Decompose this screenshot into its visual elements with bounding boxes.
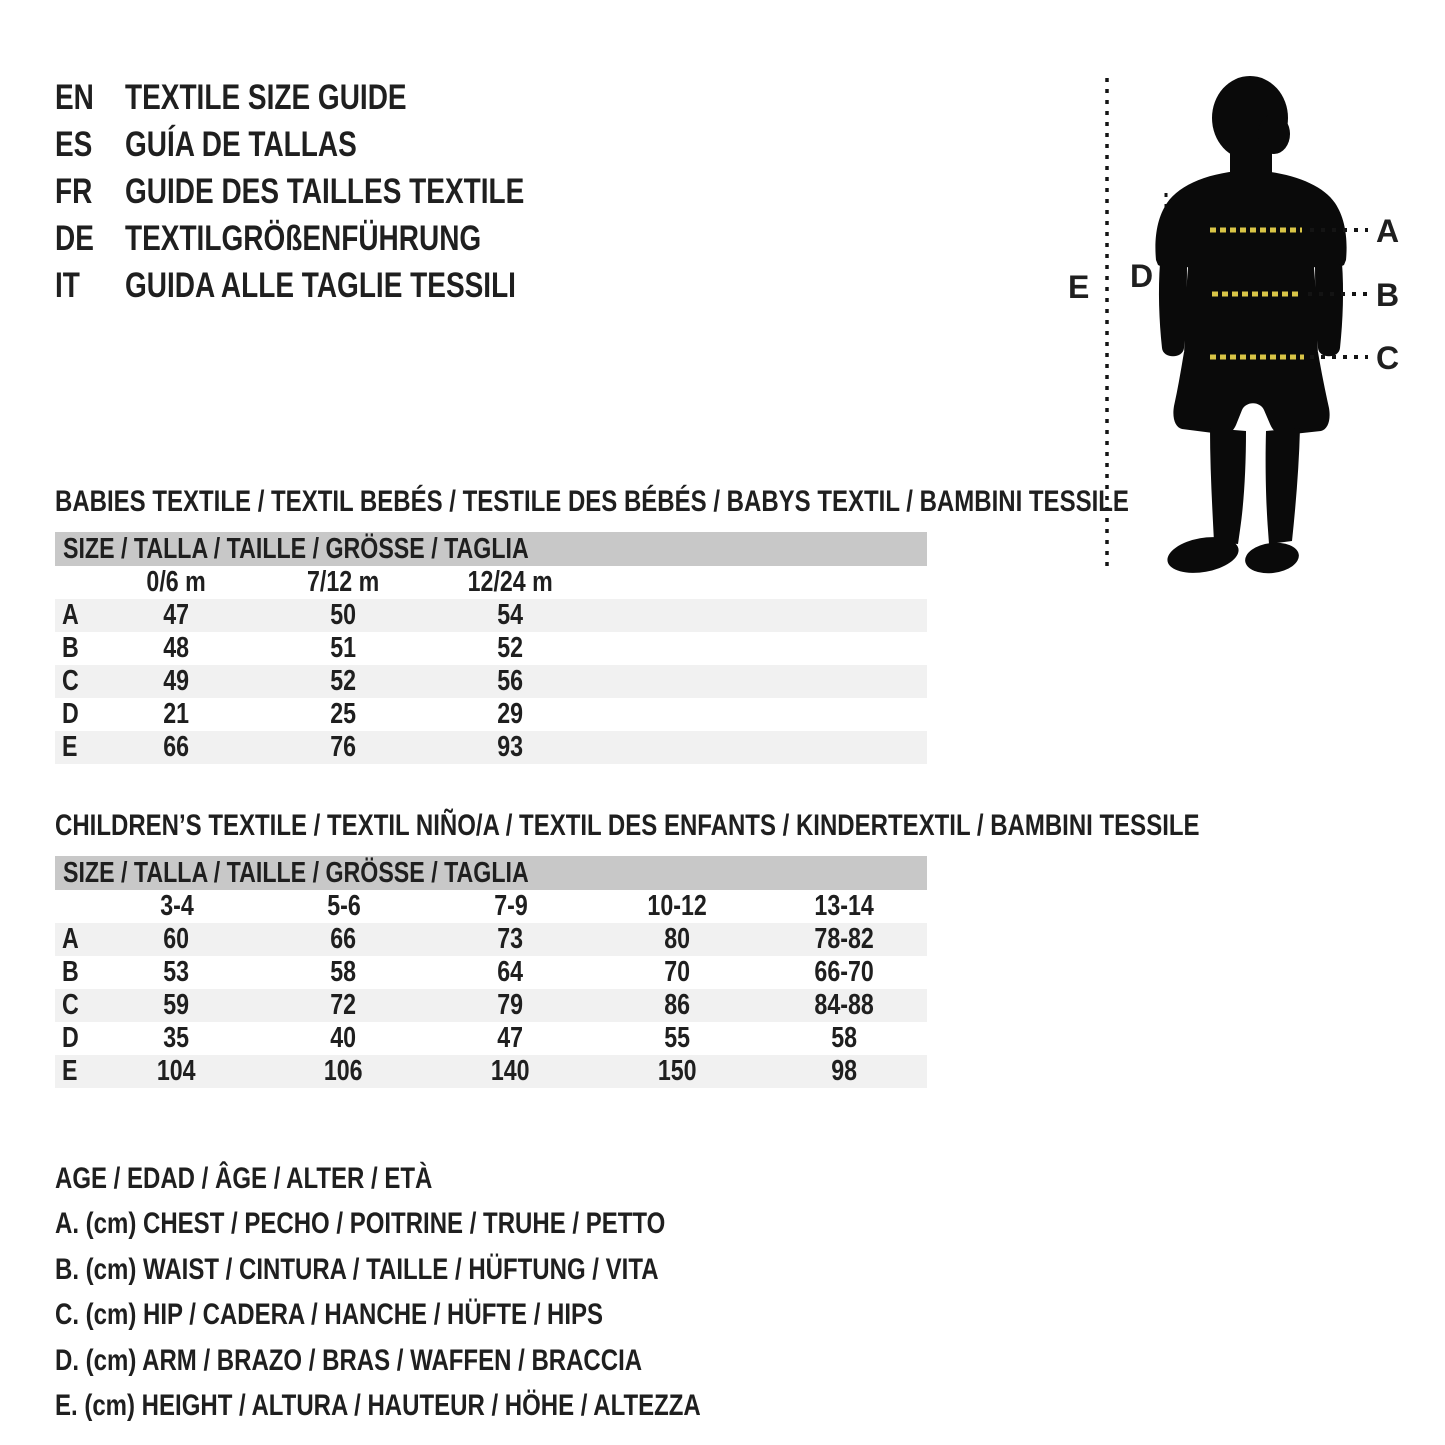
legend-line-text: C. (cm) HIP / CADERA / HANCHE / HÜFTE / HIPS <box>55 1298 604 1332</box>
lang-code <box>55 125 125 165</box>
table-cell-text: 70 <box>664 956 691 988</box>
lang-code <box>55 219 125 259</box>
table-cell <box>93 989 260 1022</box>
legend-line-height <box>55 1384 862 1430</box>
table-cell <box>427 956 594 989</box>
table-cell <box>427 923 594 956</box>
column-header <box>427 566 594 599</box>
lang-title-text: TEXTILE SIZE GUIDE <box>125 77 407 117</box>
row-label <box>55 599 93 632</box>
row-label-text: A <box>62 923 79 955</box>
table-row <box>55 632 927 665</box>
table-cell-text: 150 <box>658 1055 697 1087</box>
lang-row-es <box>55 121 624 168</box>
table-cell <box>260 1055 427 1088</box>
table-cell-text: 49 <box>163 665 190 697</box>
children-table <box>55 890 927 1088</box>
lang-title <box>125 266 614 306</box>
row-label <box>55 1022 93 1055</box>
row-label <box>55 665 93 698</box>
column-header-text: 13-14 <box>814 890 875 922</box>
table-cell <box>260 923 427 956</box>
lang-code-text: ES <box>55 124 93 164</box>
table-cell-text: 66 <box>330 923 357 955</box>
table-cell-text: 80 <box>664 923 691 955</box>
table-cell-text: 104 <box>157 1055 196 1087</box>
table-cell-text: 59 <box>163 989 190 1021</box>
lang-code <box>55 172 125 212</box>
table-row <box>55 599 927 632</box>
table-cell-text: 47 <box>497 1022 524 1054</box>
legend-line-text: AGE / EDAD / ÂGE / ALTER / ETÀ <box>55 1161 433 1195</box>
lang-title <box>125 78 477 118</box>
table-cell-text: 86 <box>664 989 691 1021</box>
table-cell-text: 51 <box>330 632 357 664</box>
table-cell <box>761 1055 928 1088</box>
table-cell-text: 47 <box>163 599 190 631</box>
row-label-text: D <box>62 698 79 730</box>
children-section-title <box>55 810 1445 842</box>
table-cell <box>260 698 427 731</box>
lang-title <box>125 125 415 165</box>
table-cell-text: 66-70 <box>814 956 875 988</box>
column-header <box>594 890 761 923</box>
table-cell-text: 76 <box>330 731 357 763</box>
row-label-text: E <box>62 1055 78 1087</box>
row-label <box>55 923 93 956</box>
legend-line-text: B. (cm) WAIST / CINTURA / TAILLE / HÜFTUNG / VITA <box>55 1252 659 1286</box>
lang-row-en <box>55 74 624 121</box>
lang-title-text: GUÍA DE TALLAS <box>125 124 357 164</box>
table-cell <box>594 1055 761 1088</box>
table-cell <box>427 665 594 698</box>
column-header-text: 5-6 <box>326 890 361 922</box>
table-cell <box>761 923 928 956</box>
table-cell <box>260 731 427 764</box>
table-cell <box>93 1022 260 1055</box>
babies-size-header-bar <box>55 532 927 566</box>
lang-title-text: GUIDE DES TAILLES TEXTILE <box>125 171 525 211</box>
table-cell-text: 54 <box>497 599 524 631</box>
table-cell-text: 93 <box>497 731 524 763</box>
table-cell <box>260 989 427 1022</box>
table-cell-text: 56 <box>497 665 524 697</box>
lang-title-text: TEXTILGRÖßENFÜHRUNG <box>125 218 482 258</box>
table-cell <box>427 599 594 632</box>
lang-code <box>55 266 125 306</box>
lang-code-text: IT <box>55 265 80 305</box>
children-size-header-text: SIZE / TALLA / TAILLE / GRÖSSE / TAGLIA <box>63 856 529 889</box>
table-row <box>55 1055 927 1088</box>
column-header-text: 7/12 m <box>307 566 380 598</box>
table-cell-text: 29 <box>497 698 524 730</box>
row-label-text: D <box>62 1022 79 1054</box>
table-cell <box>93 599 260 632</box>
table-cell <box>260 665 427 698</box>
lang-row-fr <box>55 168 624 215</box>
table-cell <box>427 698 594 731</box>
lang-title <box>125 172 624 212</box>
lang-code <box>55 78 125 118</box>
table-cell-text: 64 <box>497 956 524 988</box>
babies-size-header-text: SIZE / TALLA / TAILLE / GRÖSSE / TAGLIA <box>63 532 529 565</box>
lang-code-text: FR <box>55 171 93 211</box>
babies-table <box>55 566 927 764</box>
row-label-text: A <box>62 599 79 631</box>
table-row <box>55 665 927 698</box>
table-cell <box>761 989 928 1022</box>
lang-code-text: EN <box>55 77 94 117</box>
table-cell <box>93 1055 260 1088</box>
babies-column-header-row <box>55 566 927 599</box>
figure-label-b: B <box>1376 277 1400 313</box>
row-label <box>55 632 93 665</box>
table-cell-text: 52 <box>497 632 524 664</box>
table-cell <box>427 632 594 665</box>
table-row <box>55 698 927 731</box>
row-label <box>55 698 93 731</box>
table-row <box>55 731 927 764</box>
lang-title-text: GUIDA ALLE TAGLIE TESSILI <box>125 265 516 305</box>
figure-label-d: D <box>1130 258 1154 294</box>
table-cell <box>93 632 260 665</box>
figure-label-a: A <box>1376 213 1400 249</box>
legend-line-chest <box>55 1202 862 1248</box>
legend-line-age <box>55 1156 862 1202</box>
column-header-text: 7-9 <box>493 890 528 922</box>
table-cell-text: 79 <box>497 989 524 1021</box>
legend-line-waist <box>55 1247 862 1293</box>
row-label <box>55 731 93 764</box>
table-cell <box>93 665 260 698</box>
figure-label-c: C <box>1376 340 1400 376</box>
column-header-text: 0/6 m <box>146 566 207 598</box>
table-cell-text: 73 <box>497 923 524 955</box>
table-cell-text: 50 <box>330 599 357 631</box>
table-cell <box>761 956 928 989</box>
lang-title <box>125 219 570 259</box>
table-cell-text: 106 <box>324 1055 363 1087</box>
lang-row-it <box>55 262 624 309</box>
language-title-block <box>55 74 624 309</box>
legend-line-text: A. (cm) CHEST / PECHO / POITRINE / TRUHE / PETTO <box>55 1207 666 1241</box>
table-cell <box>427 1022 594 1055</box>
table-cell <box>93 731 260 764</box>
table-cell <box>260 1022 427 1055</box>
lang-code-text: DE <box>55 218 94 258</box>
table-cell-text: 58 <box>330 956 357 988</box>
table-cell-text: 98 <box>831 1055 858 1087</box>
lang-row-de <box>55 215 624 262</box>
table-row <box>55 1022 927 1055</box>
column-header <box>260 890 427 923</box>
table-cell-text: 78-82 <box>814 923 875 955</box>
child-silhouette-diagram <box>1060 58 1445 603</box>
column-header <box>761 890 928 923</box>
table-cell-text: 53 <box>163 956 190 988</box>
column-header <box>427 890 594 923</box>
table-cell-text: 55 <box>664 1022 691 1054</box>
children-column-header-row <box>55 890 927 923</box>
table-cell-text: 72 <box>330 989 357 1021</box>
row-label-text: C <box>62 665 79 697</box>
table-cell-text: 21 <box>163 698 190 730</box>
figure-label-e: E <box>1068 269 1090 305</box>
table-cell-text: 48 <box>163 632 190 664</box>
row-label <box>55 1055 93 1088</box>
children-size-header-bar <box>55 856 927 890</box>
table-cell-text: 25 <box>330 698 357 730</box>
legend-line-hip <box>55 1293 862 1339</box>
table-cell-text: 84-88 <box>814 989 875 1021</box>
table-cell-text: 140 <box>491 1055 530 1087</box>
row-label <box>55 956 93 989</box>
table-row <box>55 989 927 1022</box>
babies-section-title <box>55 486 1397 518</box>
table-row <box>55 956 927 989</box>
column-header <box>260 566 427 599</box>
column-header-text: 10-12 <box>647 890 708 922</box>
column-header-text: 3-4 <box>159 890 194 922</box>
table-cell <box>260 956 427 989</box>
row-label <box>55 989 93 1022</box>
row-label-text: C <box>62 989 79 1021</box>
measurement-figure <box>1060 58 1445 603</box>
table-cell <box>761 1022 928 1055</box>
table-cell <box>260 632 427 665</box>
table-cell <box>594 989 761 1022</box>
column-header <box>93 566 260 599</box>
table-cell <box>260 599 427 632</box>
row-label-text: E <box>62 731 78 763</box>
table-row <box>55 923 927 956</box>
table-cell <box>427 731 594 764</box>
table-cell-text: 52 <box>330 665 357 697</box>
measurement-legend <box>55 1156 862 1429</box>
children-section-title-text: CHILDREN’S TEXTILE / TEXTIL NIÑO/A / TEXTIL DES ENFANTS / KINDERTEXTIL / BAMBINI TESSILE <box>55 809 1200 842</box>
legend-line-arm <box>55 1338 862 1384</box>
table-cell <box>427 989 594 1022</box>
table-cell <box>594 923 761 956</box>
table-cell-text: 58 <box>831 1022 858 1054</box>
table-cell <box>594 956 761 989</box>
legend-line-text: E. (cm) HEIGHT / ALTURA / HAUTEUR / HÖHE / ALTEZZA <box>55 1389 701 1423</box>
table-cell <box>93 698 260 731</box>
table-cell-text: 66 <box>163 731 190 763</box>
babies-section-title-text: BABIES TEXTILE / TEXTIL BEBÉS / TESTILE DES BÉBÉS / BABYS TEXTIL / BAMBINI TESSILE <box>55 485 1129 518</box>
table-cell <box>427 1055 594 1088</box>
table-cell <box>594 1022 761 1055</box>
table-cell <box>93 956 260 989</box>
row-label-text: B <box>62 632 79 664</box>
table-cell-text: 60 <box>163 923 190 955</box>
row-label-text: B <box>62 956 79 988</box>
column-header <box>93 890 260 923</box>
table-cell-text: 35 <box>163 1022 190 1054</box>
legend-line-text: D. (cm) ARM / BRAZO / BRAS / WAFFEN / BRACCIA <box>55 1343 643 1377</box>
table-cell-text: 40 <box>330 1022 357 1054</box>
column-header-text: 12/24 m <box>467 566 554 598</box>
table-cell <box>93 923 260 956</box>
